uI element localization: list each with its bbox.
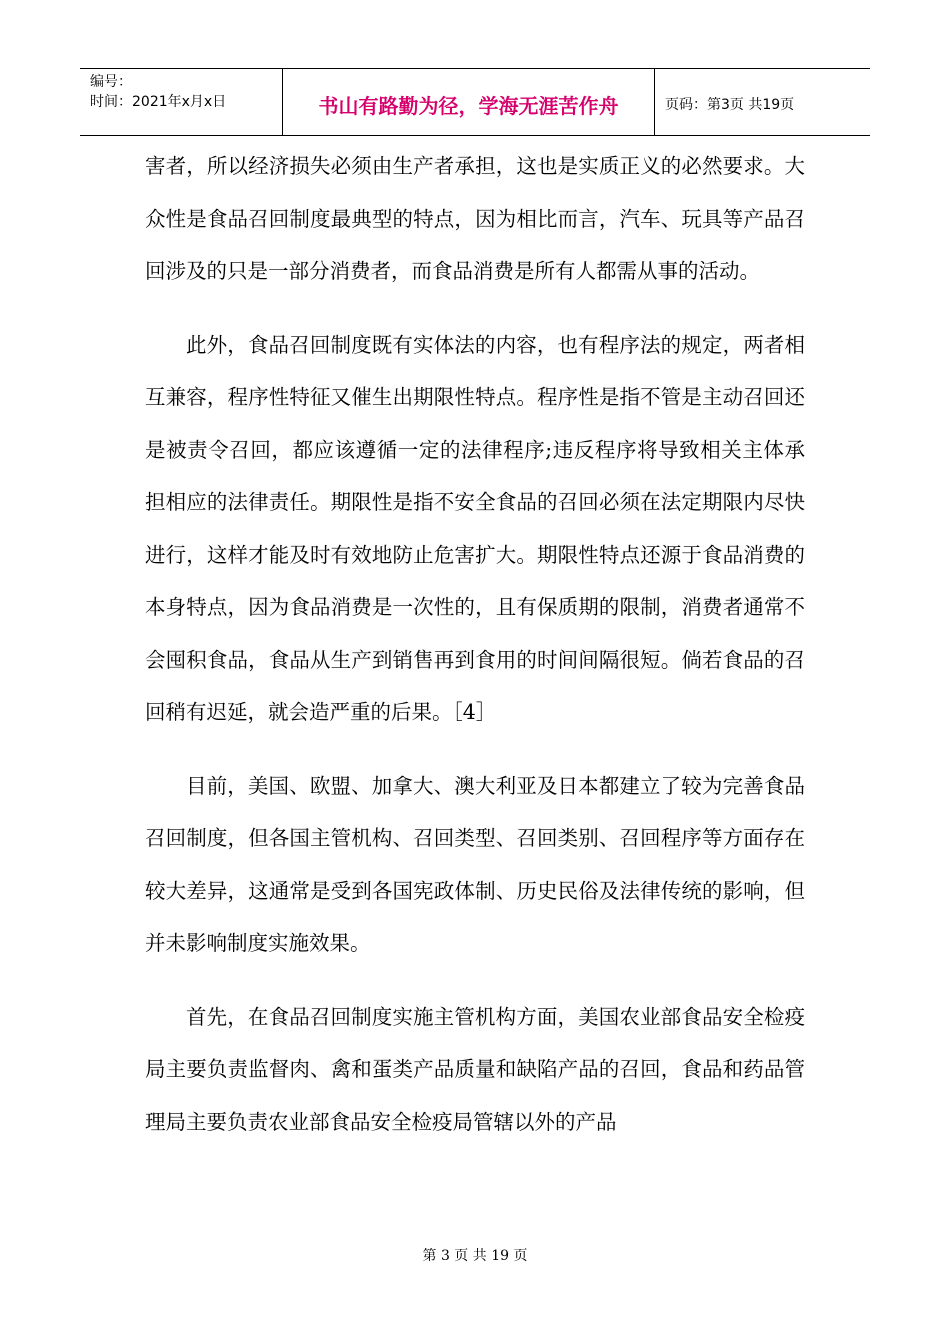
paragraph-2: 此外，食品召回制度既有实体法的内容，也有程序法的规定，两者相互兼容，程序性特征又催生出期限性特点。程序性是指不管是主动召回还是被责令召回，都应该遵循一定的法律程序;违反程序将导致相关主体承担相应的法律责任。期限性是指不安全食品的召回必须在法定期限内尽快进行，这样才能及时有效地防止危害扩大。期限性特点还源于食品消费的本身特点，因为食品消费是一次性的，且有保质期的限制，消费者通常不会囤积食品，食品从生产到销售再到食用的时间间隔很短。倘若食品的召回稍有迟延，就会造严重的后果。［4］ bbox=[145, 332, 805, 724]
date-label: 时间：2021年x月x日 bbox=[90, 94, 227, 110]
paragraph-3: 目前，美国、欧盟、加拿大、澳大利亚及日本都建立了较为完善食品召回制度，但各国主管机构、召回类型、召回类别、召回程序等方面存在较大差异，这通常是受到各国宪政体制、历史民俗及法律传统的影响，但并未影响制度实施效果。 bbox=[145, 773, 805, 955]
header-meta bbox=[80, 69, 283, 135]
paragraph-4: 首先，在食品召回制度实施主管机构方面，美国农业部食品安全检疫局主要负责监督肉、禽和蛋类产品质量和缺陷产品的召回，食品和药品管理局主要负责农业部食品安全检疫局管辖以外的产品 bbox=[145, 1004, 805, 1134]
page-header bbox=[80, 68, 870, 136]
document-body bbox=[145, 140, 805, 1169]
header-motto: 书山有路勤为径，学海无涯苦作舟 bbox=[283, 69, 655, 135]
page-footer: 第 3 页 共 19 页 bbox=[422, 1248, 528, 1264]
header-page-label: 页码：第3页 共19页 bbox=[665, 97, 795, 113]
number-label: 编号： bbox=[90, 74, 132, 90]
paragraph-1: 害者，所以经济损失必须由生产者承担，这也是实质正义的必然要求。大众性是食品召回制度最典型的特点，因为相比而言，汽车、玩具等产品召回涉及的只是一部分消费者，而食品消费是所有人都需从事的活动。 bbox=[145, 154, 805, 283]
